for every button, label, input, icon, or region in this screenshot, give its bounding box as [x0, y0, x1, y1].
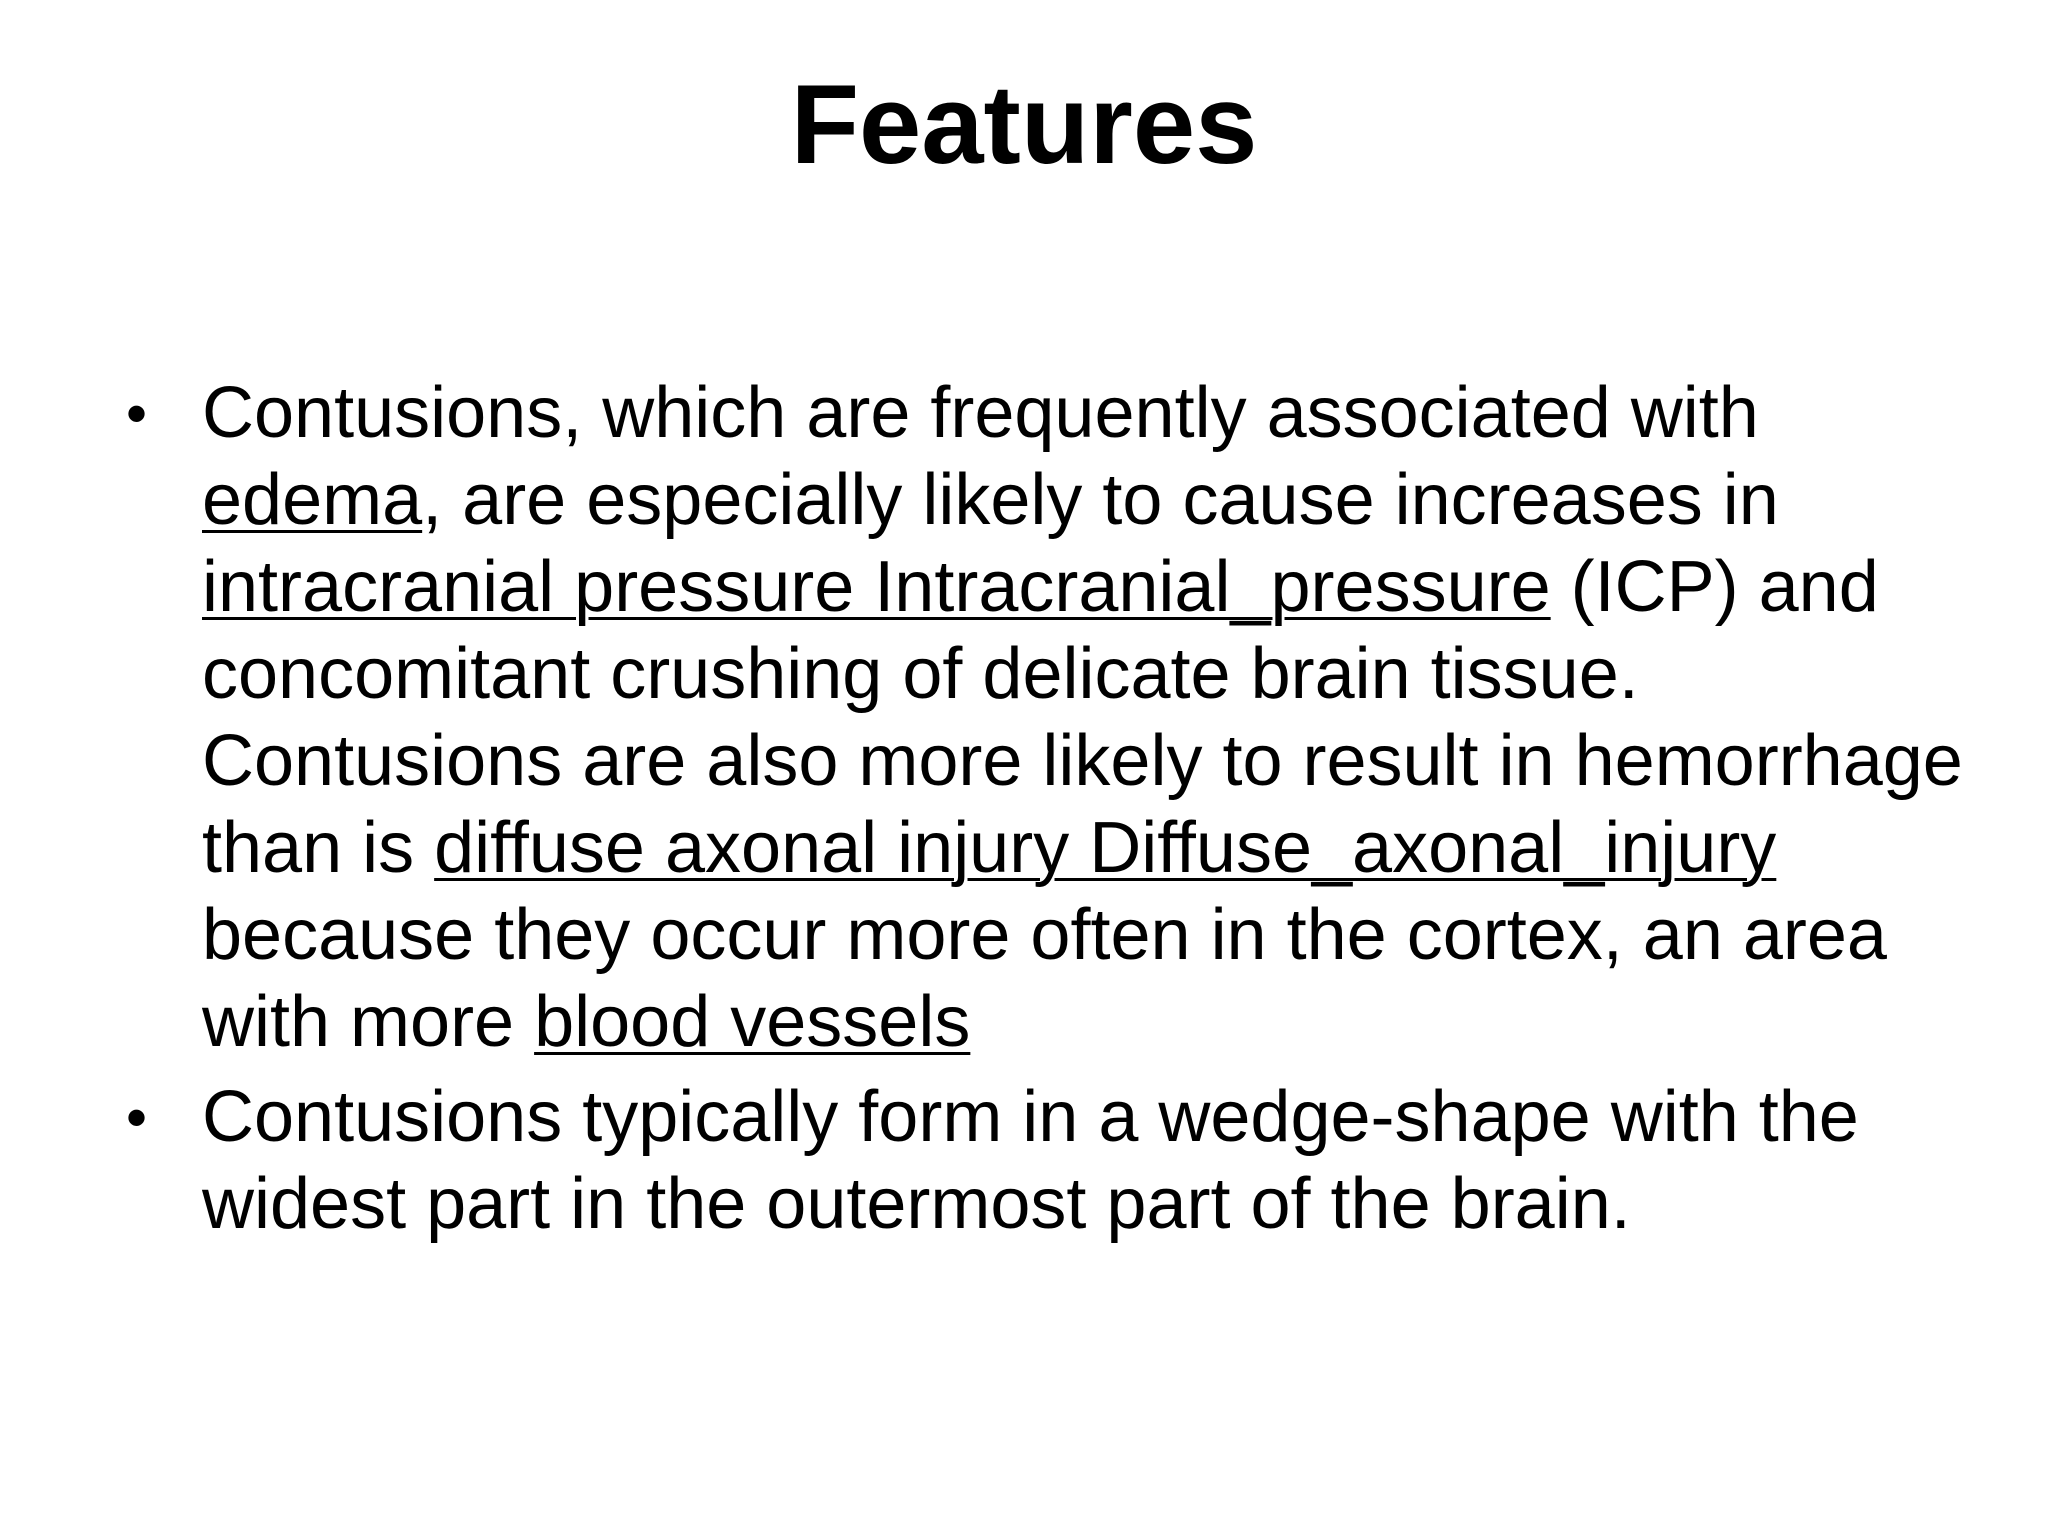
bullet-text-segment: because they occur more often in the cortex, an area with more	[202, 895, 1887, 1062]
link-blood-vessels[interactable]: blood vessels	[534, 982, 971, 1062]
bullet-text-segment: Contusions, which are frequently associated with	[202, 373, 1759, 453]
bullet-icon: •	[126, 380, 148, 447]
bullet-item-1	[120, 370, 1990, 1066]
bullet-text-segment: , are especially likely to cause increases in	[422, 460, 1779, 540]
slide-title: Features	[790, 62, 1258, 187]
bullet-item-2	[120, 1074, 1990, 1248]
link-diffuse-axonal-injury[interactable]: diffuse axonal injury Diffuse_axonal_injury	[434, 808, 1777, 888]
bullet-text-segment: Contusions typically form in a wedge-shape with the widest part in the outermost part of the brain.	[202, 1077, 1859, 1244]
link-intracranial-pressure[interactable]: intracranial pressure Intracranial_pressure	[202, 547, 1551, 627]
bullet-text-segment: (ICP) and concomitant crushing of delicate brain tissue. Contusions are also more likely to result in hemorrhage than is	[202, 547, 1963, 888]
bullet-icon: •	[126, 1084, 148, 1151]
bullet-list	[120, 370, 1990, 1256]
link-edema[interactable]: edema	[202, 460, 423, 540]
